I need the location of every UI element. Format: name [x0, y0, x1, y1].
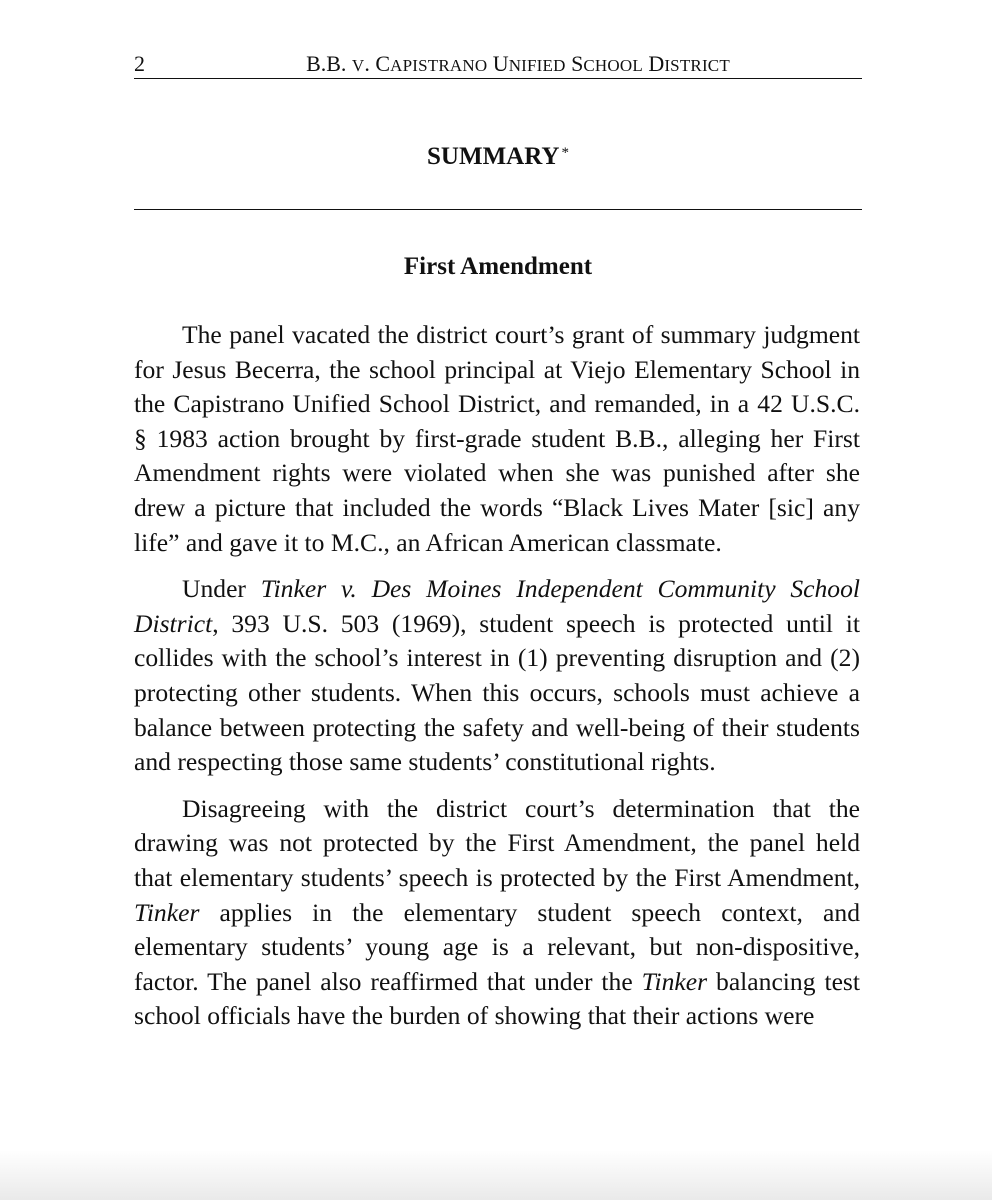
- case-title-segment: APISTRANO: [390, 56, 488, 75]
- case-citation: Tinker v. Des Moines Independent Community School District: [134, 574, 861, 638]
- bottom-shadow: [0, 1150, 992, 1200]
- summary-body: [134, 318, 860, 1046]
- case-title-segment: D: [642, 51, 665, 76]
- page-number: 2: [134, 51, 145, 76]
- case-title-segment: ISTRICT: [664, 56, 730, 75]
- summary-heading-text: SUMMARY: [427, 143, 560, 170]
- text-run: , 393 U.S. 503 (1969), student speech is protected until it collides with the school’s interest in (1) preventing disruption and (2) protecting other students. When this occurs, schools must achieve a balance between protecting the safety and well-being of their students and respecting those same students’ constitutional rights.: [134, 608, 860, 777]
- case-title-segment: . C: [364, 51, 391, 76]
- footnote-marker: *: [561, 145, 569, 161]
- case-title-segment: U: [487, 51, 509, 76]
- paragraph: [134, 572, 860, 780]
- case-citation: Tinker: [641, 966, 708, 996]
- paragraph: [134, 792, 860, 1034]
- case-citation: Tinker: [134, 897, 200, 927]
- case-title-segment: NIFIED: [508, 56, 566, 75]
- text-run: Disagreeing with the district court’s determination that the drawing was not protected by the First Amendment, the panel held that elementary students’ speech is protected by the First Amendment,: [134, 793, 860, 892]
- text-run: balancing test school officials have the burden of showing that their actions were: [134, 966, 860, 1031]
- summary-heading: [134, 140, 862, 174]
- case-title: [134, 48, 862, 82]
- running-header: [134, 48, 862, 80]
- header-rule: [134, 78, 862, 79]
- text-run: Under: [182, 574, 261, 604]
- summary-rule: [134, 209, 862, 210]
- case-title-segment: S: [565, 51, 584, 76]
- text-run: The panel vacated the district court’s grant of summary judgment for Jesus Becerra, the school principal at Viejo Elementary School in the Capistrano Unified School District, and remanded, in a 42 U.S.C. § 1983 action brought by first-grade student B.B., alleging her First Amendment rights were violated when she was punished after she drew a picture that included the words “Black Lives Mater [sic] any life” and gave it to M.C., an African American classmate.: [134, 320, 860, 557]
- case-title-segment: V: [351, 56, 365, 75]
- text-run: applies in the elementary student speech context, and elementary students’ young age is a relevant, but non-dispositive, factor. The panel also reaffirmed that under the: [134, 897, 860, 996]
- case-title-segment: B.B.: [306, 51, 352, 76]
- paragraph: [134, 318, 860, 560]
- section-heading: First Amendment: [403, 253, 593, 280]
- case-title-segment: CHOOL: [583, 56, 643, 75]
